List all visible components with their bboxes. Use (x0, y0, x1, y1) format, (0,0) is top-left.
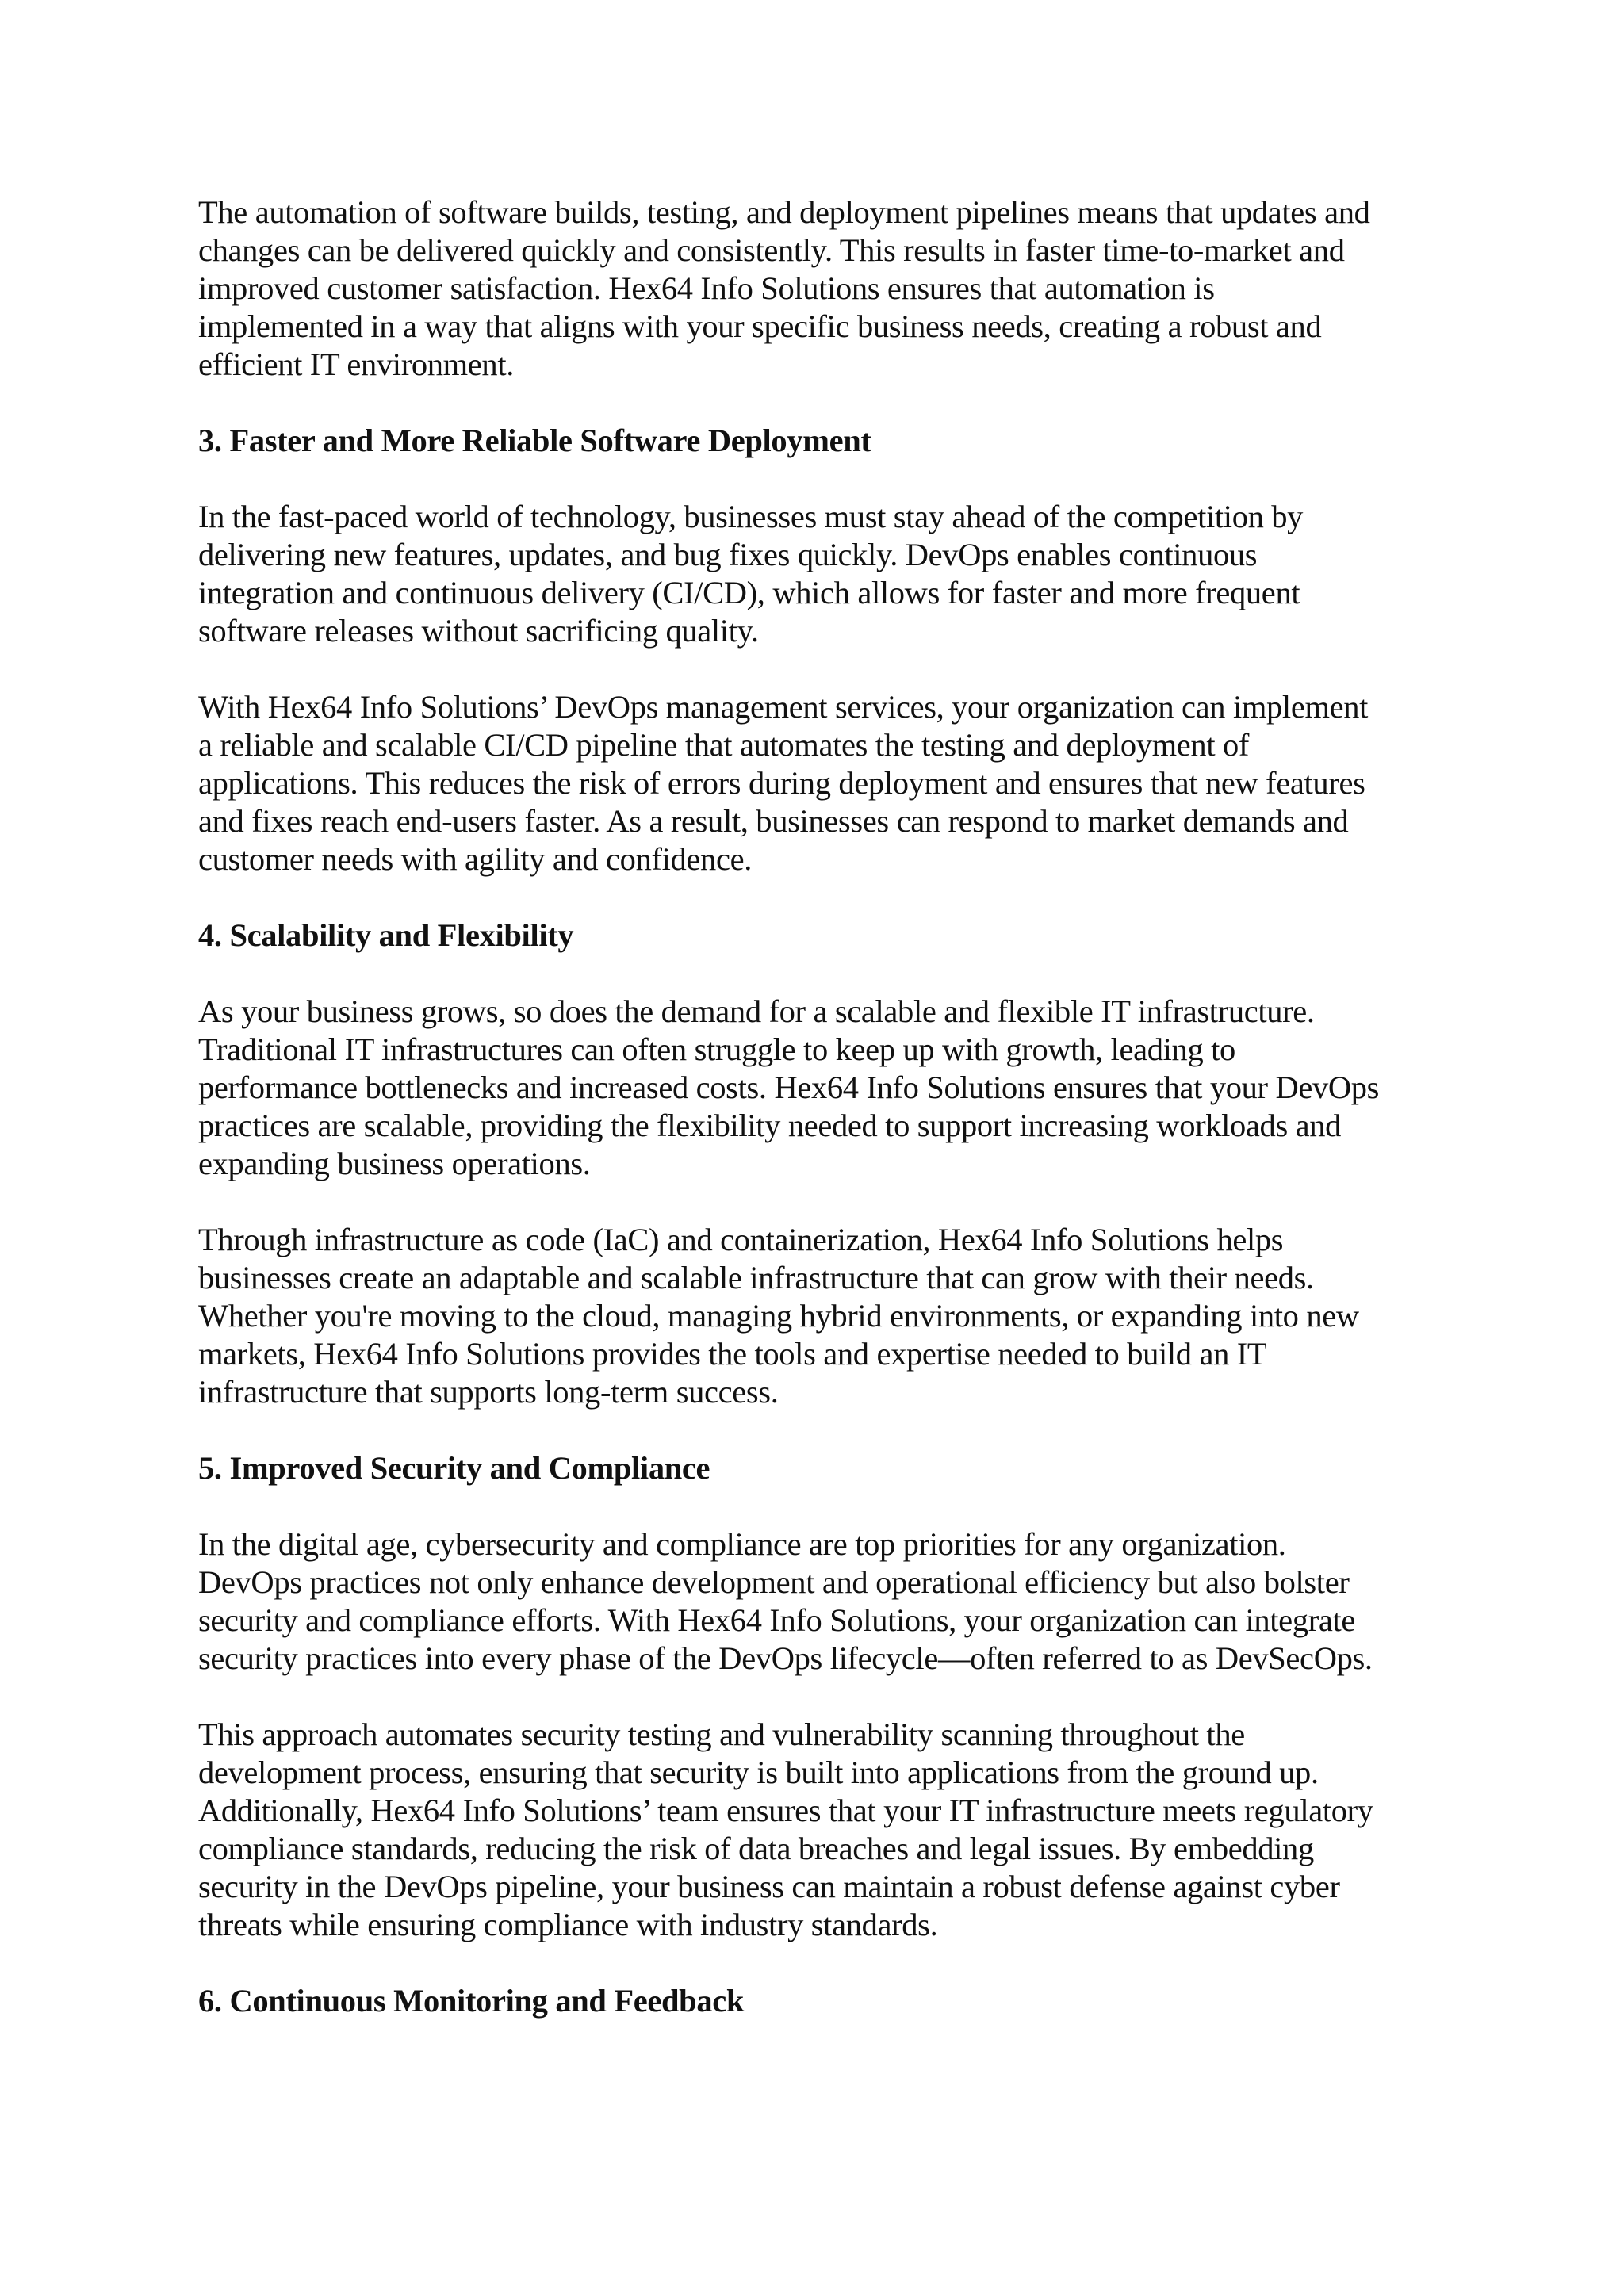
document-body (198, 193, 1443, 2058)
paragraph-business-grows: As your business grows, so does the demand for a scalable and flexible IT infrastructure. Traditional IT infrastructures can often struggle to keep up with growth, leading to performance bottlenecks and increased costs. Hex64 Info Solutions ensures that your DevOps practices are scalable, providing the flexibility needed to support increasing workloads and expanding business operations. (198, 993, 1380, 1181)
heading-scalability: 4. Scalability and Flexibility (198, 917, 574, 953)
paragraph-fast-paced: In the fast-paced world of technology, businesses must stay ahead of the competition by delivering new features, updates, and bug fixes quickly. DevOps enables continuous integration and continuous delivery (CI/CD), which allows for faster and more frequent software releases without sacrificing quality. (198, 499, 1304, 649)
heading-monitoring: 6. Continuous Monitoring and Feedback (198, 1983, 745, 2019)
paragraph-devsecops: This approach automates security testing and vulnerability scanning throughout the development process, ensuring that security is built into applications from the ground up. Additionally, Hex64 Info Solutions’ team ensures that your IT infrastructure meets regulatory compliance standards, reducing the risk of data breaches and legal issues. By embedding security in the DevOps pipeline, your business can maintain a robust defense against cyber threats while ensuring compliance with industry standards. (198, 1716, 1373, 1942)
heading-faster-deployment: 3. Faster and More Reliable Software Deployment (198, 423, 871, 458)
paragraph-iac: Through infrastructure as code (IaC) and containerization, Hex64 Info Solutions helps businesses create an adaptable and scalable infrastructure that can grow with their needs. Whether you're moving to the cloud, managing hybrid environments, or expanding into new markets, Hex64 Info Solutions provides the tools and expertise needed to build an IT infrastructure that supports long-term success. (198, 1222, 1359, 1410)
paragraph-digital-age: In the digital age, cybersecurity and compliance are top priorities for any organization. DevOps practices not only enhance development and operational efficiency but also bolster security and compliance efforts. With Hex64 Info Solutions, your organization can integrate security practices into every phase of the DevOps lifecycle—often referred to as DevSecOps. (198, 1526, 1373, 1676)
paragraph-automation: The automation of software builds, testing, and deployment pipelines means that updates and changes can be delivered quickly and consistently. This results in faster time-to-market and improved customer satisfaction. Hex64 Info Solutions ensures that automation is implemented in a way that aligns with your specific business needs, creating a robust and efficient IT environment. (198, 194, 1370, 382)
paragraph-cicd-pipeline: With Hex64 Info Solutions’ DevOps management services, your organization can implement a reliable and scalable CI/CD pipeline that automates the testing and deployment of applications. This reduces the risk of errors during deployment and ensures that new features and fixes reach end-users faster. As a result, businesses can respond to market demands and customer needs with agility and confidence. (198, 689, 1369, 877)
heading-security: 5. Improved Security and Compliance (198, 1450, 710, 1486)
